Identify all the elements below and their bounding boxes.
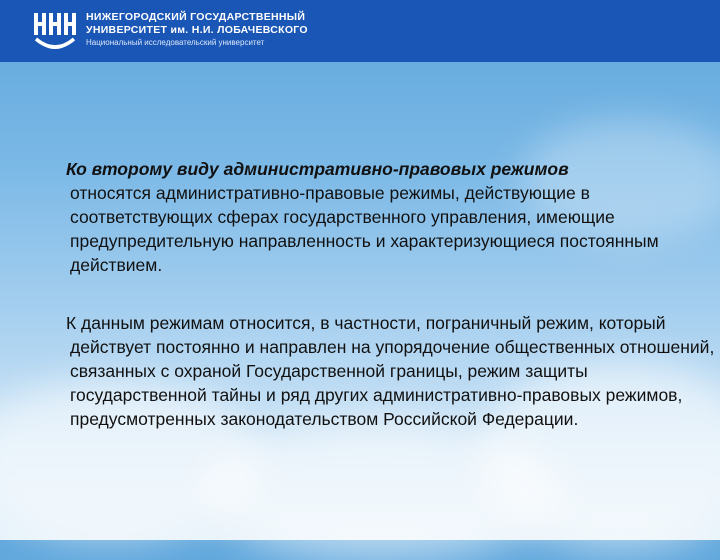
university-name-line1: НИЖЕГОРОДСКИЙ ГОСУДАРСТВЕННЫЙ (86, 11, 306, 23)
paragraph-2 (40, 311, 720, 431)
unn-logo-icon (32, 9, 78, 53)
paragraph-1-lead: Ко второму виду административно-правовых режимов (66, 159, 569, 179)
paragraph-1 (40, 157, 720, 277)
paragraph-2-text: К данным режимам относится, в частности, пограничный режим, который действует постоянно и направлен на упорядочение общественных отношений, связанных с охраной Государственной границы, режим защиты государственной тайны и ряд других административно-правовых режимов, предусмотренных законодательством Российской Федерации. (66, 313, 715, 429)
university-name-line2: УНИВЕРСИТЕТ им. Н.И. ЛОБАЧЕВСКОГО (86, 24, 308, 36)
university-subtitle: Национальный исследовательский университет (86, 38, 265, 47)
university-name (86, 11, 308, 49)
header-bar (0, 0, 720, 62)
paragraph-1-text: относятся административно-правовые режимы, действующие в соответствующих сферах государственного управления, имеющие предупредительную направленность и характеризующиеся постоянным действием. (70, 183, 659, 275)
